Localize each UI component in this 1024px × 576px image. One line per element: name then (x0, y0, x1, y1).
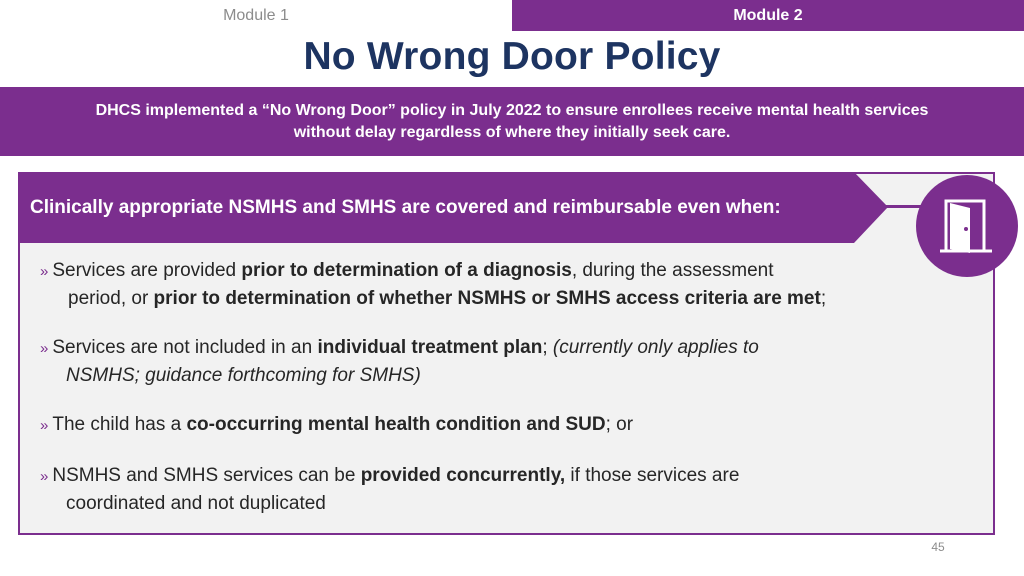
bullet-text: Services are provided (52, 260, 242, 281)
banner-line-2: without delay regardless of where they initially seek care. (293, 123, 731, 141)
bullet-emphasis: co-occurring mental health condition and SUD (186, 414, 606, 435)
bullet-emphasis: prior to determination of a diagnosis (241, 260, 572, 281)
bullet-item (40, 462, 739, 517)
bullet-text: , during the assessment (571, 260, 774, 281)
bullet-text: if those services are (565, 465, 740, 486)
bullet-marker: » (40, 468, 49, 485)
bullet-emphasis: provided concurrently, (360, 465, 566, 486)
door-icon-circle (916, 175, 1018, 277)
bullet-text: ; (820, 288, 827, 309)
bullet-item (40, 411, 633, 439)
bullet-note: (currently only applies to (552, 337, 759, 358)
bullet-emphasis: individual treatment plan (317, 337, 543, 358)
bullet-note: NSMHS; guidance forthcoming for SMHS) (66, 365, 421, 386)
page-number: 45 (931, 540, 945, 554)
bullet-text: coordinated and not duplicated (66, 493, 326, 514)
bullet-text: ; or (605, 414, 634, 435)
intro-banner (0, 87, 1024, 156)
bullet-item (40, 334, 759, 389)
bullet-marker: » (40, 417, 49, 434)
bullet-marker: » (40, 340, 49, 357)
bullet-text: ; (542, 337, 553, 358)
bullet-item (40, 257, 826, 312)
bullet-text: period, or (68, 288, 154, 309)
bullet-text: The child has a (52, 414, 187, 435)
bullet-emphasis: prior to determination of whether NSMHS or SMHS access criteria are met (153, 288, 821, 309)
page-title: No Wrong Door Policy (303, 35, 721, 78)
tab-module-2[interactable]: Module 2 (512, 0, 1024, 31)
tab-module-1[interactable]: Module 1 (223, 6, 289, 24)
bullet-text: NSMHS and SMHS services can be (52, 465, 361, 486)
bullet-marker: » (40, 263, 49, 280)
bullet-text: Services are not included in an (52, 337, 318, 358)
door-icon (936, 195, 998, 257)
banner-line-1: DHCS implemented a “No Wrong Door” policy in July 2022 to ensure enrollees receive mental health services (95, 101, 929, 119)
card-header-text: Clinically appropriate NSMHS and SMHS are covered and reimbursable even when: (30, 196, 781, 218)
